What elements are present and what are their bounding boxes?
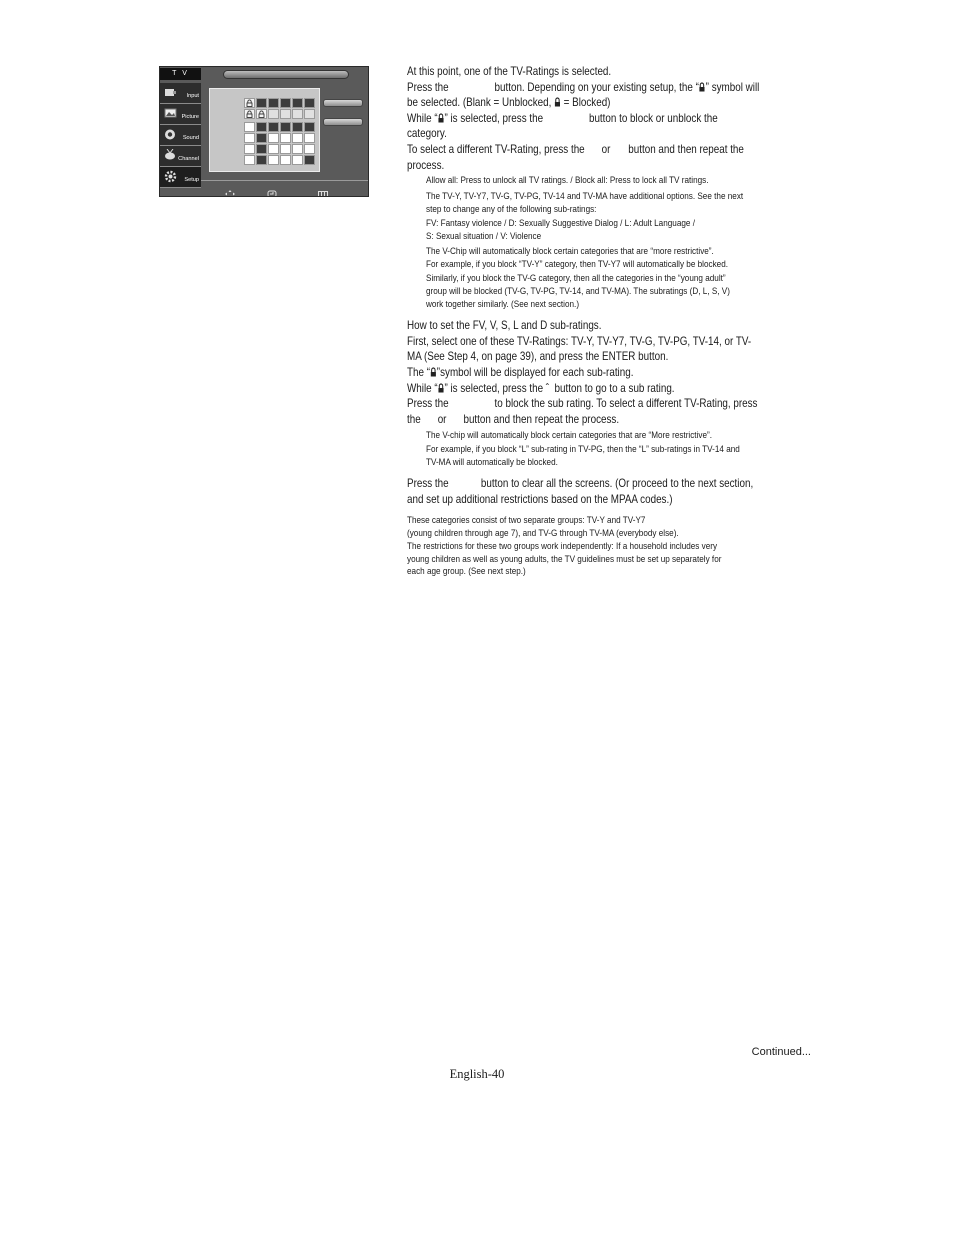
rating-cell <box>244 155 255 165</box>
page-number: English-40 <box>449 1067 505 1081</box>
rating-cell <box>244 144 255 154</box>
rating-cell <box>268 122 279 132</box>
body-text-line: and set up additional restrictions based on the MPAA codes.) <box>407 493 673 506</box>
tv-rating-menu-screenshot <box>159 66 369 197</box>
note-line: (young children through age 7), and TV-G through TV-MA (everybody else). <box>407 528 679 539</box>
rating-cell <box>256 98 267 108</box>
body-text-line: process. <box>407 159 445 172</box>
body-text-line: Press the to block the sub rating. To select a different TV-Rating, press <box>407 397 758 410</box>
rating-cell <box>280 133 291 143</box>
body-text-line: First, select one of these TV-Ratings: TV-Y, TV-Y7, TV-G, TV-PG, TV-14, or TV- <box>407 335 752 348</box>
note-line: young children as well as young adults, the TV guidelines must be set up separately for <box>407 554 722 565</box>
note-line: The TV-Y, TV-Y7, TV-G, TV-PG, TV-14 and TV-MA have additional options. See the next <box>426 191 744 202</box>
rating-grid <box>160 67 369 197</box>
body-text-line: To select a different TV-Rating, press the or button and then repeat the <box>407 143 744 156</box>
rating-cell <box>244 122 255 132</box>
body-text-line: Press the button to clear all the screens. (Or proceed to the next section, <box>407 477 754 490</box>
rating-cell <box>268 144 279 154</box>
rating-cell <box>256 144 267 154</box>
rating-cell <box>304 122 315 132</box>
rating-cell <box>280 155 291 165</box>
body-text-line: The “ ”symbol will be displayed for each sub-rating. <box>407 366 634 379</box>
note-line: Similarly, if you block the TV-G category, then all the categories in the “young adult” <box>426 273 726 284</box>
menu-item-label: Sound <box>182 135 199 141</box>
rating-cell-locked <box>244 98 255 108</box>
body-text-line: MA (See Step 4, on page 39), and press the ENTER button. <box>407 350 669 363</box>
rating-cell <box>292 122 303 132</box>
body-text-line: category. <box>407 127 447 140</box>
note-line: step to change any of the following sub-ratings: <box>426 204 597 215</box>
rating-cell <box>268 133 279 143</box>
rating-cell <box>280 144 291 154</box>
rating-cell <box>304 144 315 154</box>
rating-cell <box>304 98 315 108</box>
menu-item-label: Setup <box>184 177 199 183</box>
note-line: S: Sexual situation / V: Violence <box>426 231 542 242</box>
rating-cell-locked <box>244 109 255 119</box>
rating-cell <box>304 155 315 165</box>
menu-item-label: Picture <box>181 114 199 120</box>
note-line: FV: Fantasy violence / D: Sexually Suggestive Dialog / L: Adult Language / <box>426 218 695 229</box>
body-text-line: At this point, one of the TV-Ratings is selected. <box>407 65 612 78</box>
menu-icon <box>318 185 328 193</box>
rating-cell <box>244 133 255 143</box>
note-line: For example, if you block “L” sub-rating in TV-PG, then the “L” sub-ratings in TV-14 and <box>426 444 740 455</box>
rating-cell <box>292 144 303 154</box>
move-icon <box>225 185 235 193</box>
continued-label: Continued... <box>751 1046 811 1058</box>
note-line: TV-MA will automatically be blocked. <box>426 457 558 468</box>
menu-bottom-rule <box>201 180 369 181</box>
rating-cell <box>292 155 303 165</box>
note-line: For example, if you block “TV-Y” category, then TV-Y7 will automatically be blocked. <box>426 259 729 270</box>
note-line: work together similarly. (See next section.) <box>426 299 580 310</box>
note-line: each age group. (See next step.) <box>407 566 526 577</box>
body-text-line: the or button and then repeat the process. <box>407 413 620 426</box>
allow-all-button <box>323 99 363 107</box>
rating-cell <box>292 109 303 119</box>
menu-title: T V <box>160 68 201 80</box>
enter-icon <box>267 185 277 193</box>
menu-item-label: Channel <box>178 156 199 162</box>
rating-cell <box>268 155 279 165</box>
body-text-line: be selected. (Blank = Unblocked, = Blocked) <box>407 96 611 109</box>
rating-cell <box>304 133 315 143</box>
rating-cell <box>268 98 279 108</box>
rating-cell <box>292 98 303 108</box>
rating-cell <box>256 122 267 132</box>
rating-cell <box>256 155 267 165</box>
note-line: The V-chip will automatically block certain categories that are “More restrictive”. <box>426 430 712 441</box>
body-text-line: Press the button. Depending on your existing setup, the “ ” symbol will <box>407 81 760 94</box>
rating-cell <box>268 109 279 119</box>
rating-cell <box>292 133 303 143</box>
note-line: The restrictions for these two groups work independently: If a household includes very <box>407 541 718 552</box>
rating-cell <box>256 133 267 143</box>
body-text-line: While “ ” is selected, press the button to block or unblock the <box>407 112 718 125</box>
rating-cell-locked <box>256 109 267 119</box>
rating-cell <box>280 98 291 108</box>
menu-item-label: Input <box>186 93 199 99</box>
note-line: group will be blocked (TV-G, TV-PG, TV-14, and TV-MA). The subratings (D, L, S, V) <box>426 286 730 297</box>
note-line: The V-Chip will automatically block certain categories that are “more restrictive”. <box>426 246 714 257</box>
body-text-line: How to set the FV, V, S, L and D sub-ratings. <box>407 319 602 332</box>
body-text-line: While “ ” is selected, press the ˆ button to go to a sub rating. <box>407 382 675 395</box>
note-line: These categories consist of two separate groups: TV-Y and TV-Y7 <box>407 515 646 526</box>
rating-cell <box>304 109 315 119</box>
note-line: Allow all: Press to unlock all TV ratings. / Block all: Press to lock all TV ratings. <box>426 175 709 186</box>
block-all-button <box>323 118 363 126</box>
rating-cell <box>280 122 291 132</box>
rating-cell <box>280 109 291 119</box>
